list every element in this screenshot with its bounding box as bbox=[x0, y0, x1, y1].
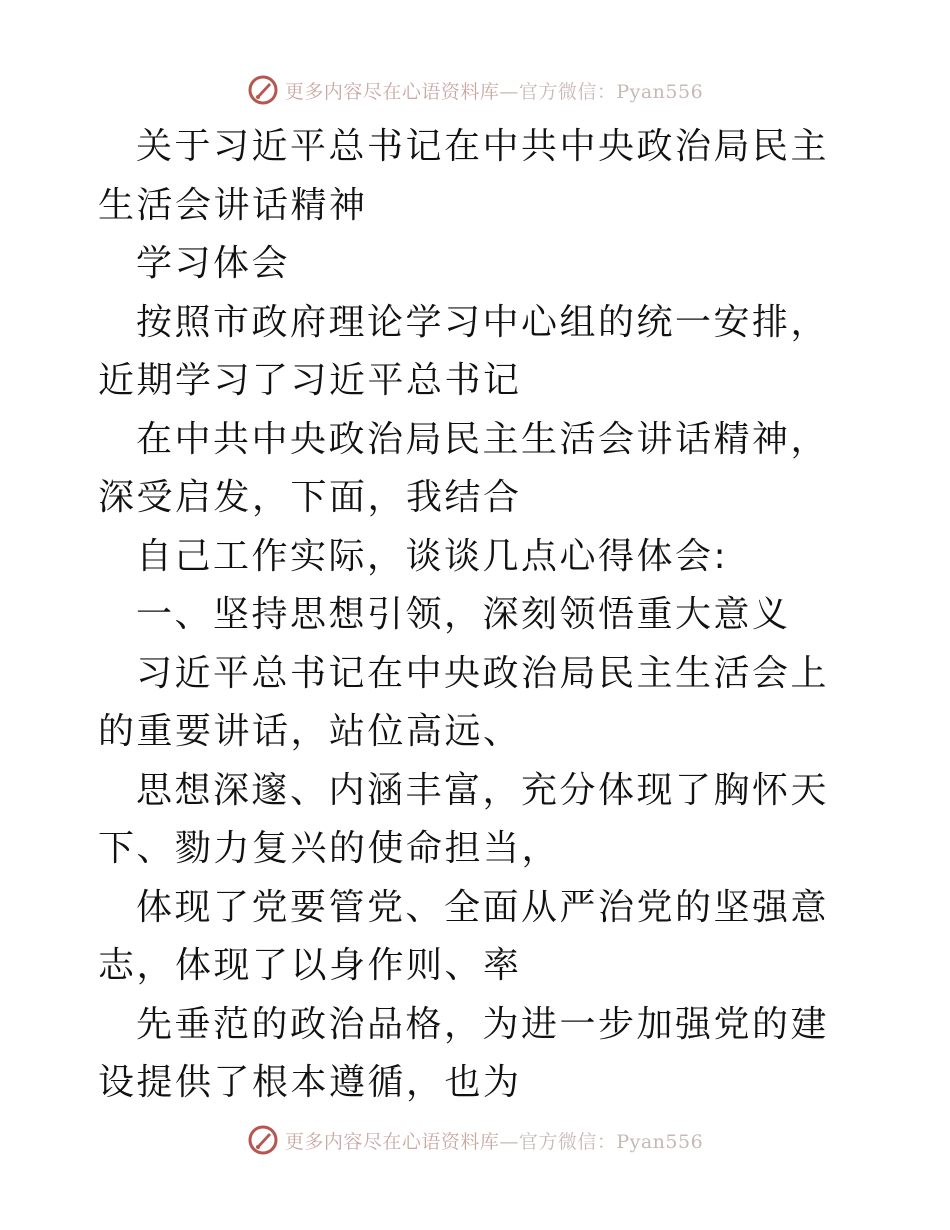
header-watermark bbox=[0, 70, 950, 110]
paragraph-subtitle: 学习体会 bbox=[136, 243, 291, 284]
paragraph: 按照市政府理论学习中心组的统一安排，近期学习了习近平总书记 bbox=[98, 301, 830, 401]
paragraph: 自己工作实际，谈谈几点心得体会: bbox=[136, 535, 729, 577]
paragraph: 习近平总书记在中央政治局民主生活会上的重要讲话，站位高远、 bbox=[98, 652, 830, 752]
paragraph: 体现了党要管党、全面从严治党的坚强意志，体现了以身作则、率 bbox=[98, 886, 830, 986]
paragraph: 思想深邃、内涵丰富，充分体现了胸怀天下、勠力复兴的使命担当， bbox=[98, 769, 830, 869]
pen-nib-circle-icon bbox=[247, 1124, 279, 1156]
paragraph-title: 关于习近平总书记在中共中央政治局民主生活会讲话精神 bbox=[98, 126, 830, 226]
watermark-text: 更多内容尽在心语资料库—官方微信：Pyan556 bbox=[284, 80, 704, 103]
document-body bbox=[98, 118, 858, 1113]
section-heading: 一、坚持思想引领，深刻领悟重大意义 bbox=[136, 594, 791, 635]
paragraph: 在中共中央政治局民主生活会讲话精神，深受启发，下面，我结合 bbox=[98, 418, 830, 518]
pen-nib-circle-icon bbox=[247, 74, 279, 106]
footer-watermark bbox=[0, 1120, 950, 1160]
paragraph: 先垂范的政治品格，为进一步加强党的建设提供了根本遵循，也为 bbox=[98, 1003, 830, 1103]
watermark-text: 更多内容尽在心语资料库—官方微信：Pyan556 bbox=[284, 1130, 704, 1153]
